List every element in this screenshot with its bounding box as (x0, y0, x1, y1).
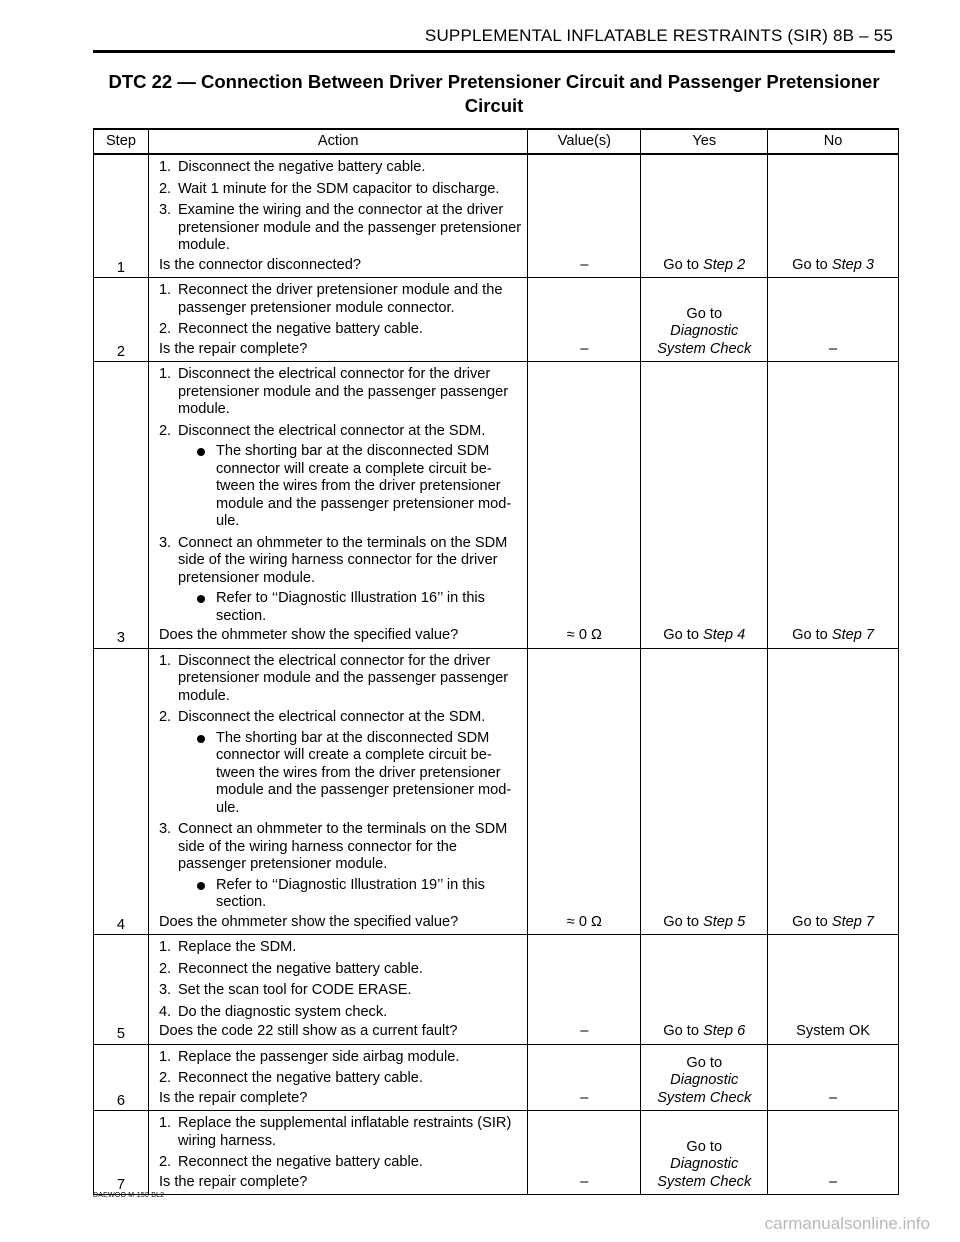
yes-cell (641, 278, 768, 362)
yes-link-system-check: System Check (657, 1173, 752, 1190)
action-item (159, 159, 522, 177)
action-cell (148, 362, 528, 649)
value-cell: – (528, 154, 641, 278)
column-header-values: Value(s) (528, 129, 641, 154)
action-item (159, 423, 522, 531)
action-item-text: Disconnect the negative battery cable. (177, 159, 426, 175)
action-item-text: Disconnect the electrical connector for the driver pretensioner module and the passenger passenger module. (177, 366, 509, 417)
yes-cell (641, 1111, 768, 1195)
action-item-text: Reconnect the negative battery cable. (177, 1154, 423, 1170)
action-question: Is the repair complete? (158, 1173, 308, 1190)
yes-link-system-check: System Check (657, 340, 752, 357)
yes-step-link: Step 2 (703, 256, 746, 273)
bullet-icon (197, 735, 205, 743)
footer-model: DAEWOO M-150 BL2 (93, 1192, 165, 1199)
yes-cell (641, 648, 768, 935)
no-cell: – (768, 278, 899, 362)
table-row (94, 1111, 899, 1195)
action-item-text: Disconnect the electrical connector for the driver pretensioner module and the passenger passenger module. (177, 652, 509, 704)
action-cell (148, 1111, 528, 1195)
no-step-link: Step 7 (831, 913, 875, 930)
yes-cell (641, 362, 768, 649)
action-item-text: Reconnect the negative battery cable. (177, 1070, 423, 1086)
action-list (159, 159, 522, 255)
action-item (159, 181, 522, 199)
action-question: Is the repair complete? (158, 340, 308, 357)
table-row (94, 935, 899, 1045)
action-item-text: Disconnect the electrical connector at the SDM. (177, 709, 486, 725)
page-title: DTC 22 — Connection Between Driver Pretensioner Circuit and Passenger Pretensioner Circuit (108, 71, 880, 116)
action-item-text: Replace the SDM. (177, 939, 297, 955)
action-item-number: 4. (158, 1003, 172, 1020)
no-cell: System OK (768, 935, 899, 1045)
action-item-text: Reconnect the driver pretensioner module and the passenger pretensioner module connector. (177, 282, 503, 316)
action-item-text: Examine the wiring and the connector at the driver pretensioner module and the passenger pretensioner module. (177, 202, 522, 253)
yes-prefix: Go to (663, 256, 703, 273)
bullet-icon (197, 448, 205, 456)
action-item-number: 3. (158, 202, 172, 218)
action-list (159, 939, 522, 1021)
no-prefix: Go to (792, 256, 832, 273)
value-cell: – (528, 1044, 641, 1111)
bullet-icon (197, 595, 205, 603)
action-item (159, 282, 522, 317)
action-item (159, 202, 522, 255)
action-item-number: 2. (158, 321, 172, 337)
action-item-text: Do the diagnostic system check. (177, 1003, 388, 1020)
value-cell: – (528, 1111, 641, 1195)
action-item-number: 1. (158, 366, 172, 382)
no-cell (768, 362, 899, 649)
action-item-text: Set the scan tool for CODE ERASE. (177, 982, 412, 998)
value-cell: ≈ 0 Ω (528, 362, 641, 649)
action-item-number: 1. (158, 1048, 172, 1065)
action-item-number: 1. (158, 939, 172, 955)
no-cell (768, 154, 899, 278)
yes-step-link: Step 6 (703, 1023, 746, 1039)
page-header (93, 26, 893, 50)
action-item-text: Wait 1 minute for the SDM capacitor to discharge. (177, 180, 500, 197)
step-number: 1 (94, 154, 149, 278)
table-row (94, 278, 899, 362)
yes-goto: Go to (686, 1054, 723, 1071)
action-item-text: Replace the passenger side airbag module. (177, 1048, 460, 1065)
action-item-text: Reconnect the negative battery cable. (177, 960, 423, 977)
action-item (159, 535, 522, 626)
action-cell (148, 278, 528, 362)
yes-link-diagnostic: Diagnostic (670, 1072, 739, 1088)
action-list (159, 366, 522, 625)
yes-link-diagnostic: Diagnostic (670, 323, 739, 339)
action-item (159, 1004, 522, 1022)
no-cell (768, 648, 899, 935)
no-step-link: Step 3 (831, 256, 875, 273)
action-item (159, 366, 522, 419)
action-item (159, 1154, 522, 1172)
step-number: 6 (94, 1044, 149, 1111)
action-cell (148, 154, 528, 278)
action-item (159, 821, 522, 912)
table-row (94, 362, 899, 649)
table-row (94, 648, 899, 935)
action-list (159, 1115, 522, 1172)
action-bullet (178, 730, 522, 818)
step-number: 4 (94, 648, 149, 935)
action-item-number: 1. (158, 652, 172, 669)
action-item-text: Connect an ohmmeter to the terminals on the SDM side of the wiring harness connector for the passenger pretensioner module. (177, 821, 508, 872)
action-item (159, 709, 522, 817)
no-prefix: Go to (792, 627, 832, 643)
no-cell: – (768, 1044, 899, 1111)
column-header-no: No (768, 129, 899, 154)
action-bullet-text: The shorting bar at the disconnected SDM connector will create a complete circuit be-tween the wires from the driver pretensioner module and the passenger pretensioner mod-ule. (215, 729, 512, 816)
yes-link-diagnostic: Diagnostic (670, 1156, 739, 1172)
action-item (159, 1115, 522, 1150)
action-item (159, 1070, 522, 1088)
action-item (159, 653, 522, 706)
action-item-number: 1. (158, 1115, 172, 1131)
action-bullet (178, 443, 522, 531)
action-bullet-text: The shorting bar at the disconnected SDM connector will create a complete circuit be-tween the wires from the driver pretensioner module and the passenger pretensioner mod-ule. (215, 443, 512, 529)
action-list (159, 282, 522, 339)
action-question: Does the code 22 still show as a current fault? (158, 1023, 458, 1039)
action-bullet (178, 590, 522, 625)
column-header-yes: Yes (641, 129, 768, 154)
step-number: 3 (94, 362, 149, 649)
value-cell: – (528, 935, 641, 1045)
no-step-link: Step 7 (831, 627, 875, 643)
action-item (159, 1049, 522, 1067)
bullet-icon (197, 882, 205, 890)
action-cell (148, 1044, 528, 1111)
action-item-text: Reconnect the negative battery cable. (177, 321, 423, 337)
value-cell: ≈ 0 Ω (528, 648, 641, 935)
yes-cell (641, 154, 768, 278)
action-item-number: 2. (158, 180, 172, 197)
step-number: 2 (94, 278, 149, 362)
action-cell (148, 648, 528, 935)
action-list (159, 653, 522, 912)
diagnostic-table (93, 128, 899, 1195)
header-title: SUPPLEMENTAL INFLATABLE RESTRAINTS (SIR) 8B – 55 (424, 26, 893, 45)
action-item (159, 321, 522, 339)
action-question: Is the connector disconnected? (158, 256, 361, 273)
yes-step-link: Step 4 (703, 627, 746, 643)
action-question: Does the ohmmeter show the specified value? (158, 627, 459, 643)
yes-step-link: Step 5 (703, 913, 746, 930)
column-header-step: Step (94, 129, 149, 154)
yes-cell (641, 1044, 768, 1111)
action-bullet (178, 877, 522, 912)
action-list (159, 1049, 522, 1088)
no-prefix: Go to (792, 913, 832, 930)
action-item-number: 3. (158, 534, 172, 551)
table-row (94, 1044, 899, 1111)
header-rule (93, 50, 895, 53)
action-item-text: Connect an ohmmeter to the terminals on the SDM side of the wiring harness connector for the driver pretensioner module. (177, 534, 508, 586)
no-cell: – (768, 1111, 899, 1195)
action-item-number: 2. (158, 960, 172, 977)
yes-prefix: Go to (663, 627, 703, 643)
value-cell: – (528, 278, 641, 362)
action-item (159, 961, 522, 979)
step-number: 7 (94, 1111, 149, 1195)
yes-cell (641, 935, 768, 1045)
action-item-number: 3. (158, 982, 172, 998)
action-item-number: 3. (158, 821, 172, 837)
action-bullet-text: Refer to ‘‘Diagnostic Illustration 16’’ in this section. (215, 590, 485, 624)
yes-goto: Go to (686, 1138, 723, 1155)
column-header-action: Action (148, 129, 528, 154)
action-item (159, 939, 522, 957)
action-item-number: 1. (158, 282, 172, 298)
action-item-number: 2. (158, 1154, 172, 1170)
action-bullet-text: Refer to ‘‘Diagnostic Illustration 19’’ in this section. (215, 876, 485, 910)
yes-link-system-check: System Check (657, 1089, 752, 1106)
watermark: carmanualsonline.info (764, 1214, 930, 1233)
action-item-number: 1. (158, 159, 172, 175)
action-item-text: Replace the supplemental inflatable restraints (SIR) wiring harness. (177, 1115, 512, 1149)
action-question: Is the repair complete? (158, 1089, 308, 1106)
action-item (159, 982, 522, 1000)
action-item-number: 2. (158, 709, 172, 725)
yes-prefix: Go to (663, 1023, 703, 1039)
action-question: Does the ohmmeter show the specified value? (158, 913, 459, 930)
table-row (94, 154, 899, 278)
yes-goto: Go to (686, 305, 723, 322)
action-item-number: 2. (158, 1070, 172, 1086)
action-item-text: Disconnect the electrical connector at the SDM. (177, 422, 486, 439)
step-number: 5 (94, 935, 149, 1045)
action-item-number: 2. (158, 422, 172, 439)
table-header-row (94, 129, 899, 154)
action-cell (148, 935, 528, 1045)
yes-prefix: Go to (663, 913, 703, 930)
